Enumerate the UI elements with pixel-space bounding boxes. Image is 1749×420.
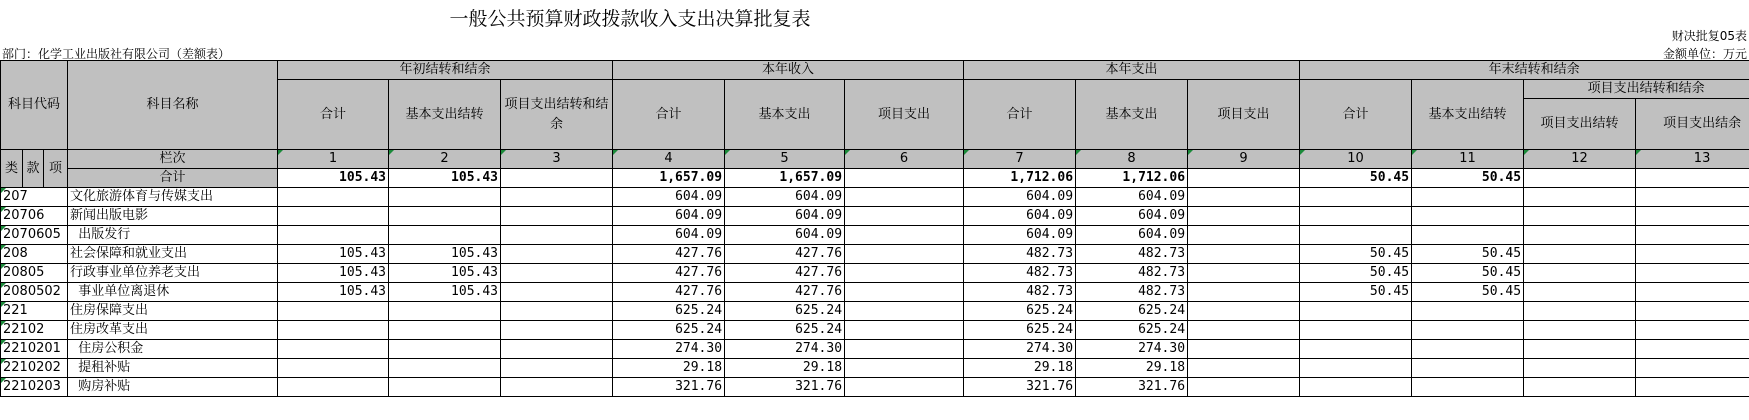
row-name: 行政事业单位养老支出 bbox=[68, 264, 278, 283]
cell-marker-icon bbox=[1, 207, 6, 212]
row-value bbox=[389, 188, 501, 207]
header-group-expenditure: 本年支出 bbox=[964, 61, 1300, 80]
row-value: 427.76 bbox=[613, 264, 725, 283]
row-value bbox=[1524, 302, 1636, 321]
total-label: 合计 bbox=[68, 169, 278, 188]
cell-marker-icon bbox=[1, 378, 6, 383]
row-value bbox=[1636, 359, 1749, 378]
row-value bbox=[1636, 378, 1749, 397]
row-value: 427.76 bbox=[613, 283, 725, 302]
row-name: 住房保障支出 bbox=[68, 302, 278, 321]
row-value bbox=[389, 378, 501, 397]
row-value bbox=[1188, 207, 1300, 226]
row-value bbox=[845, 245, 964, 264]
row-value: 274.30 bbox=[1076, 340, 1188, 359]
row-value bbox=[1636, 340, 1749, 359]
row-value: 604.09 bbox=[964, 188, 1076, 207]
row-value bbox=[1524, 340, 1636, 359]
row-value bbox=[278, 321, 389, 340]
row-value bbox=[1636, 207, 1749, 226]
header-c4: 合计 bbox=[613, 80, 725, 150]
row-value: 604.09 bbox=[725, 226, 845, 245]
row-value: 604.09 bbox=[1076, 188, 1188, 207]
row-value: 105.43 bbox=[389, 264, 501, 283]
row-value bbox=[389, 340, 501, 359]
row-value: 625.24 bbox=[1076, 302, 1188, 321]
row-code: 2210203 bbox=[1, 378, 68, 397]
department-label: 部门：化学工业出版社有限公司（差额表） bbox=[2, 47, 231, 61]
table-row bbox=[1, 226, 1749, 245]
row-value: 604.09 bbox=[725, 207, 845, 226]
row-value: 50.45 bbox=[1412, 245, 1524, 264]
unit-label: 金额单位：万元 bbox=[1662, 47, 1747, 61]
row-value bbox=[1188, 245, 1300, 264]
row-value bbox=[1412, 226, 1524, 245]
row-value: 50.45 bbox=[1300, 264, 1412, 283]
col-num-6: 6 bbox=[845, 150, 964, 169]
row-value bbox=[1300, 226, 1412, 245]
row-value bbox=[1300, 378, 1412, 397]
row-name: 事业单位离退休 bbox=[68, 283, 278, 302]
row-value bbox=[1636, 226, 1749, 245]
row-value bbox=[845, 340, 964, 359]
col-num-4: 4 bbox=[613, 150, 725, 169]
row-value bbox=[1524, 321, 1636, 340]
row-value bbox=[501, 302, 613, 321]
row-value bbox=[501, 264, 613, 283]
row-value: 29.18 bbox=[613, 359, 725, 378]
row-value: 427.76 bbox=[613, 245, 725, 264]
cell-marker-icon bbox=[1, 188, 6, 193]
header-c2: 基本支出结转 bbox=[389, 80, 501, 150]
row-value bbox=[1188, 188, 1300, 207]
row-value bbox=[278, 226, 389, 245]
row-value bbox=[389, 302, 501, 321]
row-value: 625.24 bbox=[964, 321, 1076, 340]
header-xiang: 项 bbox=[44, 150, 68, 188]
row-value bbox=[389, 226, 501, 245]
total-cell: 1,657.09 bbox=[725, 169, 845, 188]
row-value: 482.73 bbox=[1076, 283, 1188, 302]
row-value: 604.09 bbox=[1076, 226, 1188, 245]
row-value bbox=[278, 359, 389, 378]
row-value bbox=[1636, 321, 1749, 340]
header-c6: 项目支出 bbox=[845, 80, 964, 150]
row-value: 50.45 bbox=[1412, 264, 1524, 283]
row-value bbox=[845, 302, 964, 321]
col-num-12: 12 bbox=[1524, 150, 1636, 169]
row-name: 住房公积金 bbox=[68, 340, 278, 359]
row-value bbox=[845, 226, 964, 245]
row-value: 482.73 bbox=[964, 283, 1076, 302]
row-value bbox=[1524, 226, 1636, 245]
header-kuan: 款 bbox=[23, 150, 44, 188]
header-group-project-sub: 项目支出结转和结余 bbox=[1524, 80, 1749, 99]
row-value bbox=[1300, 359, 1412, 378]
row-code: 208 bbox=[1, 245, 68, 264]
row-value: 274.30 bbox=[964, 340, 1076, 359]
header-lei: 类 bbox=[1, 150, 23, 188]
row-value: 482.73 bbox=[964, 264, 1076, 283]
row-value bbox=[845, 321, 964, 340]
header-c1: 合计 bbox=[278, 80, 389, 150]
row-value: 482.73 bbox=[1076, 245, 1188, 264]
row-value: 321.76 bbox=[725, 378, 845, 397]
row-value: 105.43 bbox=[278, 283, 389, 302]
row-code: 20706 bbox=[1, 207, 68, 226]
row-code: 22102 bbox=[1, 321, 68, 340]
row-value bbox=[1188, 283, 1300, 302]
row-code: 2070605 bbox=[1, 226, 68, 245]
table-row bbox=[1, 302, 1749, 321]
row-value bbox=[1412, 378, 1524, 397]
budget-table bbox=[0, 60, 1749, 397]
row-code: 2210202 bbox=[1, 359, 68, 378]
row-value: 105.43 bbox=[389, 283, 501, 302]
header-code: 科目代码 bbox=[1, 61, 68, 150]
row-value: 625.24 bbox=[613, 302, 725, 321]
row-value bbox=[1524, 245, 1636, 264]
row-value: 105.43 bbox=[389, 245, 501, 264]
row-value bbox=[278, 378, 389, 397]
total-cell bbox=[1524, 169, 1636, 188]
header-lanci: 栏次 bbox=[68, 150, 278, 169]
total-cell bbox=[845, 169, 964, 188]
row-value bbox=[389, 359, 501, 378]
header-c12: 项目支出结转 bbox=[1524, 99, 1636, 150]
row-value bbox=[845, 188, 964, 207]
row-value bbox=[389, 321, 501, 340]
cell-marker-icon bbox=[1, 226, 6, 231]
row-value: 482.73 bbox=[964, 245, 1076, 264]
row-value: 604.09 bbox=[613, 226, 725, 245]
total-cell bbox=[1188, 169, 1300, 188]
cell-marker-icon bbox=[1, 302, 6, 307]
header-group-beginning: 年初结转和结余 bbox=[278, 61, 613, 80]
row-code: 2080502 bbox=[1, 283, 68, 302]
total-cell: 105.43 bbox=[389, 169, 501, 188]
row-value: 604.09 bbox=[964, 207, 1076, 226]
row-value bbox=[845, 378, 964, 397]
header-c8: 基本支出 bbox=[1076, 80, 1188, 150]
row-value bbox=[1636, 264, 1749, 283]
row-value: 274.30 bbox=[613, 340, 725, 359]
report-title: 一般公共预算财政拨款收入支出决算批复表 bbox=[449, 8, 811, 30]
row-code: 2210201 bbox=[1, 340, 68, 359]
row-value bbox=[1636, 188, 1749, 207]
row-value bbox=[1188, 302, 1300, 321]
header-c7: 合计 bbox=[964, 80, 1076, 150]
header-c9: 项目支出 bbox=[1188, 80, 1300, 150]
row-value bbox=[1412, 321, 1524, 340]
row-code: 207 bbox=[1, 188, 68, 207]
cell-marker-icon bbox=[1, 264, 6, 269]
col-num-7: 7 bbox=[964, 150, 1076, 169]
row-value bbox=[1300, 207, 1412, 226]
total-cell: 50.45 bbox=[1300, 169, 1412, 188]
row-value bbox=[389, 207, 501, 226]
row-name: 提租补贴 bbox=[68, 359, 278, 378]
row-value bbox=[1412, 188, 1524, 207]
row-value bbox=[501, 321, 613, 340]
row-name: 住房改革支出 bbox=[68, 321, 278, 340]
total-cell: 1,657.09 bbox=[613, 169, 725, 188]
header-group-ending: 年末结转和结余 bbox=[1300, 61, 1749, 80]
row-value: 625.24 bbox=[964, 302, 1076, 321]
table-number: 财决批复05表 bbox=[1671, 29, 1747, 43]
header-c10: 合计 bbox=[1300, 80, 1412, 150]
table-row bbox=[1, 188, 1749, 207]
row-value bbox=[1524, 283, 1636, 302]
row-value: 604.09 bbox=[964, 226, 1076, 245]
col-num-11: 11 bbox=[1412, 150, 1524, 169]
row-value bbox=[1188, 378, 1300, 397]
row-value bbox=[1412, 340, 1524, 359]
row-value: 105.43 bbox=[278, 264, 389, 283]
table-body bbox=[1, 188, 1749, 397]
row-value: 427.76 bbox=[725, 264, 845, 283]
row-value bbox=[1300, 321, 1412, 340]
row-value: 321.76 bbox=[964, 378, 1076, 397]
row-value bbox=[1524, 207, 1636, 226]
row-name: 新闻出版电影 bbox=[68, 207, 278, 226]
total-cell bbox=[501, 169, 613, 188]
row-value bbox=[501, 207, 613, 226]
row-name: 社会保障和就业支出 bbox=[68, 245, 278, 264]
row-value: 29.18 bbox=[1076, 359, 1188, 378]
header-c3: 项目支出结转和结余 bbox=[501, 80, 613, 150]
table-row bbox=[1, 378, 1749, 397]
row-value: 625.24 bbox=[1076, 321, 1188, 340]
row-value bbox=[845, 264, 964, 283]
row-value bbox=[845, 207, 964, 226]
row-value: 50.45 bbox=[1412, 283, 1524, 302]
row-value bbox=[1412, 207, 1524, 226]
table-row bbox=[1, 359, 1749, 378]
row-value bbox=[1636, 302, 1749, 321]
row-value: 625.24 bbox=[725, 321, 845, 340]
row-value bbox=[1188, 340, 1300, 359]
row-value bbox=[1188, 264, 1300, 283]
row-value: 321.76 bbox=[613, 378, 725, 397]
table-row bbox=[1, 245, 1749, 264]
row-value bbox=[1188, 226, 1300, 245]
col-num-8: 8 bbox=[1076, 150, 1188, 169]
cell-marker-icon bbox=[1, 359, 6, 364]
table-row bbox=[1, 321, 1749, 340]
row-value bbox=[501, 245, 613, 264]
cell-marker-icon bbox=[1, 340, 6, 345]
total-cell bbox=[1636, 169, 1749, 188]
row-value bbox=[1300, 340, 1412, 359]
total-cell: 105.43 bbox=[278, 169, 389, 188]
header-c5: 基本支出 bbox=[725, 80, 845, 150]
row-value bbox=[1636, 283, 1749, 302]
row-value: 604.09 bbox=[1076, 207, 1188, 226]
row-value: 482.73 bbox=[1076, 264, 1188, 283]
table-row bbox=[1, 207, 1749, 226]
row-value bbox=[501, 283, 613, 302]
header-c11: 基本支出结转 bbox=[1412, 80, 1524, 150]
row-value bbox=[278, 188, 389, 207]
total-cell: 50.45 bbox=[1412, 169, 1524, 188]
col-num-1: 1 bbox=[278, 150, 389, 169]
total-cell: 1,712.06 bbox=[1076, 169, 1188, 188]
row-value: 321.76 bbox=[1076, 378, 1188, 397]
row-value bbox=[501, 378, 613, 397]
row-value bbox=[1524, 188, 1636, 207]
row-value bbox=[1412, 359, 1524, 378]
row-value bbox=[278, 207, 389, 226]
row-value: 274.30 bbox=[725, 340, 845, 359]
row-value: 427.76 bbox=[725, 283, 845, 302]
row-value bbox=[501, 226, 613, 245]
cell-marker-icon bbox=[1, 321, 6, 326]
header-name: 科目名称 bbox=[68, 61, 278, 150]
row-name: 购房补贴 bbox=[68, 378, 278, 397]
row-value: 50.45 bbox=[1300, 245, 1412, 264]
cell-marker-icon bbox=[1, 245, 6, 250]
row-value bbox=[501, 359, 613, 378]
row-name: 文化旅游体育与传媒支出 bbox=[68, 188, 278, 207]
row-value bbox=[278, 302, 389, 321]
row-value: 50.45 bbox=[1300, 283, 1412, 302]
col-num-13: 13 bbox=[1636, 150, 1749, 169]
row-value bbox=[845, 359, 964, 378]
col-num-3: 3 bbox=[501, 150, 613, 169]
row-value bbox=[501, 340, 613, 359]
col-num-9: 9 bbox=[1188, 150, 1300, 169]
row-value bbox=[1524, 359, 1636, 378]
row-value: 427.76 bbox=[725, 245, 845, 264]
row-value bbox=[1300, 188, 1412, 207]
row-code: 221 bbox=[1, 302, 68, 321]
row-value bbox=[1188, 359, 1300, 378]
col-num-5: 5 bbox=[725, 150, 845, 169]
table-row bbox=[1, 283, 1749, 302]
row-value bbox=[1188, 321, 1300, 340]
row-value bbox=[1524, 264, 1636, 283]
row-value: 604.09 bbox=[613, 207, 725, 226]
row-value: 625.24 bbox=[613, 321, 725, 340]
row-value: 625.24 bbox=[725, 302, 845, 321]
total-cell: 1,712.06 bbox=[964, 169, 1076, 188]
row-value bbox=[1300, 302, 1412, 321]
row-value: 604.09 bbox=[613, 188, 725, 207]
col-num-10: 10 bbox=[1300, 150, 1412, 169]
row-value bbox=[1636, 245, 1749, 264]
table-row bbox=[1, 264, 1749, 283]
row-value bbox=[1412, 302, 1524, 321]
row-value: 29.18 bbox=[964, 359, 1076, 378]
row-value bbox=[501, 188, 613, 207]
row-value bbox=[278, 340, 389, 359]
row-value: 29.18 bbox=[725, 359, 845, 378]
cell-marker-icon bbox=[1, 283, 6, 288]
header-group-income: 本年收入 bbox=[613, 61, 964, 80]
col-num-2: 2 bbox=[389, 150, 501, 169]
row-value bbox=[1524, 378, 1636, 397]
total-row bbox=[1, 169, 1749, 188]
row-value: 105.43 bbox=[278, 245, 389, 264]
row-value: 604.09 bbox=[725, 188, 845, 207]
row-code: 20805 bbox=[1, 264, 68, 283]
row-value bbox=[845, 283, 964, 302]
table-row bbox=[1, 340, 1749, 359]
header-c13: 项目支出结余 bbox=[1636, 99, 1749, 150]
row-name: 出版发行 bbox=[68, 226, 278, 245]
